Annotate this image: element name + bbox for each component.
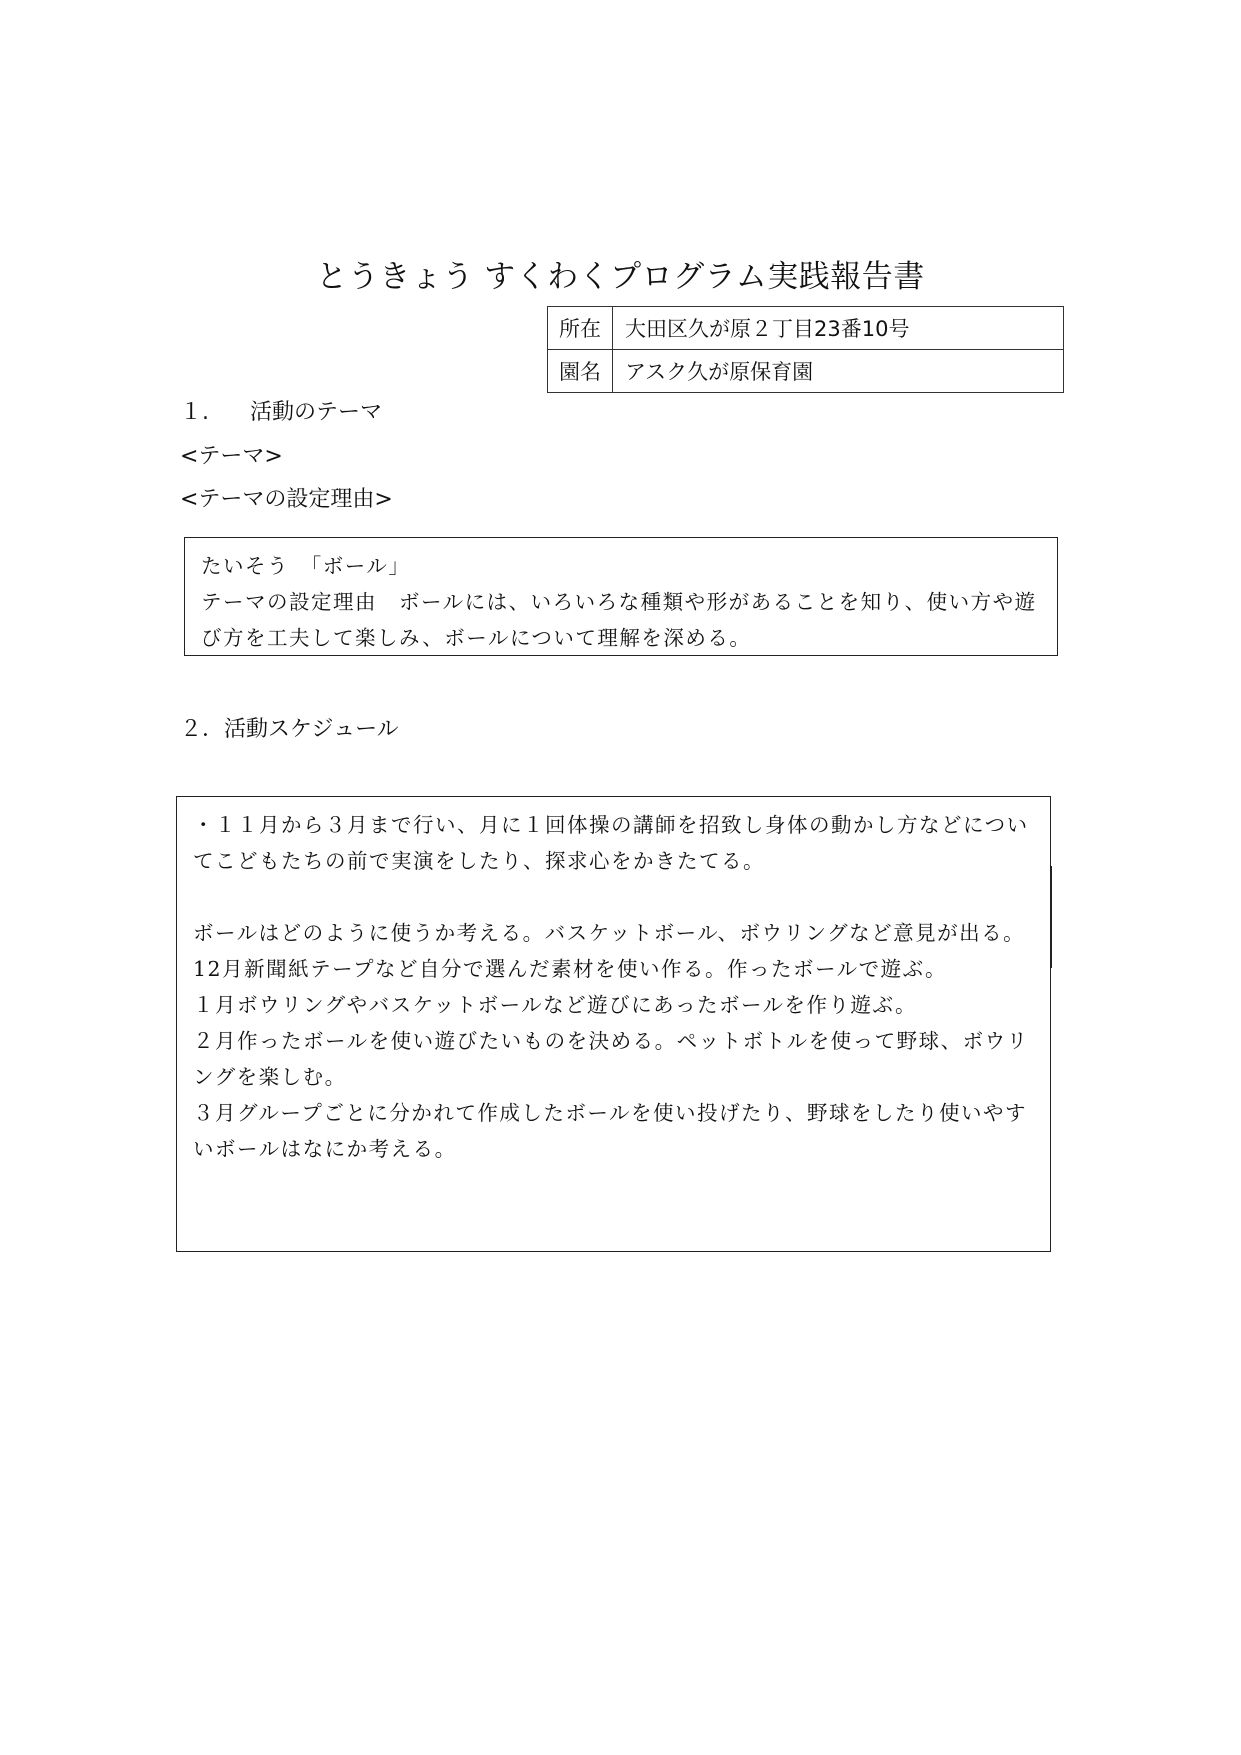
section1-title: 活動のテーマ	[250, 400, 383, 425]
theme-label: <テーマ>	[180, 444, 283, 469]
theme-line: たいそう 「ボール」	[201, 554, 411, 578]
schedule-line: ボールはどのように使うか考える。バスケットボール、ボウリングなど意見が出る。	[193, 921, 1026, 945]
section1-heading	[180, 398, 382, 428]
school-name-label: 園名	[548, 350, 613, 393]
info-row-school-name	[548, 350, 1064, 393]
theme-reason-label: <テーマの設定理由>	[180, 487, 393, 512]
school-name-value: アスク久が原保育園	[613, 350, 1064, 393]
blank-line	[193, 879, 1034, 915]
info-row-location	[548, 307, 1064, 350]
margin-line-mark	[1050, 866, 1052, 968]
page-title: とうきょう すくわくプログラム実践報告書	[316, 259, 925, 295]
schedule-line: 12月新聞紙テープなど自分で選んだ素材を使い作る。作ったボールで遊ぶ。	[193, 957, 948, 981]
schedule-intro-line: ・１１月から３月まで行い、月に１回体操の講師を招致し身体の動かし方などについ	[193, 813, 1029, 837]
schedule-line: ２月作ったボールを使い遊びたいものを決める。ペットボトルを使って野球、ボウリ	[193, 1029, 1029, 1053]
section2-heading: ２．活動スケジュール	[180, 717, 399, 742]
theme-line: び方を工夫して楽しみ、ボールについて理解を深める。	[201, 626, 752, 650]
schedule-line: いボールはなにか考える。	[193, 1137, 457, 1161]
location-value: 大田区久が原２丁目23番10号	[613, 307, 1064, 350]
schedule-box	[176, 796, 1051, 1252]
schedule-intro-line: てこどもたちの前で実演をしたり、探求心をかきたてる。	[193, 849, 765, 873]
theme-line: テーマの設定理由 ボールには、いろいろな種類や形があることを知り、使い方や遊	[201, 590, 1037, 614]
schedule-line: ３月グループごとに分かれて作成したボールを使い投げたり、野球をしたり使いやす	[193, 1101, 1027, 1125]
section1-number: １.	[180, 400, 209, 425]
schedule-line: ングを楽しむ。	[193, 1065, 347, 1089]
schedule-line: １月ボウリングやバスケットボールなど遊びにあったボールを作り遊ぶ。	[193, 993, 917, 1017]
theme-box	[184, 537, 1058, 656]
info-table	[547, 306, 1064, 393]
location-label: 所在	[548, 307, 613, 350]
